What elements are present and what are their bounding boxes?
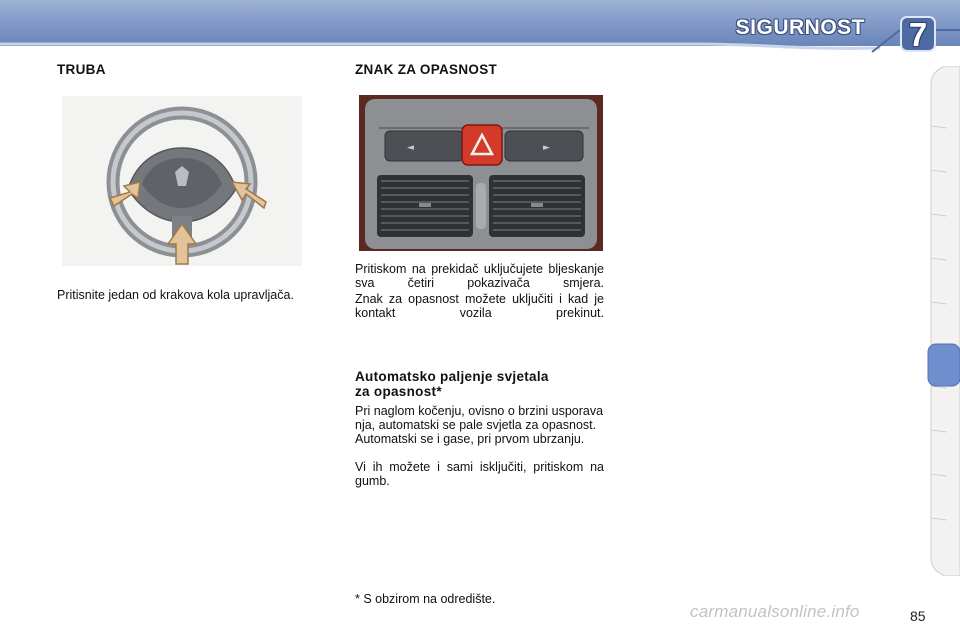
auto-hazard-paragraph-2: Vi ih možete i sami isključiti, pritiskom na gumb. [355,460,604,488]
section-title-hazard: ZNAK ZA OPASNOST [355,62,498,77]
subtitle-line-1: Automatsko paljenje svjetala [355,369,549,384]
section-subtitle-auto-hazard [355,369,615,399]
steering-wheel-illustration [62,96,302,266]
side-tab-active[interactable] [928,344,960,386]
svg-text:►: ► [543,143,550,153]
horn-instruction: Pritisnite jedan od krakova kola upravljača. [57,288,294,302]
auto-hazard-paragraph-1: Pri naglom kočenju, ovisno o brzini usporavanja, automatski se pale svjetla za opasnost. Automatski se i gase, pri prvom ubrzanju. [355,404,604,446]
hazard-paragraph-1: Pritiskom na prekidač uključujete bljeskanje sva četiri pokazivača smjera. [355,262,604,290]
chapter-number: 7 [908,16,928,53]
svg-text:◄: ◄ [407,143,414,153]
hazard-switch-illustration [359,95,603,251]
watermark: carmanualsonline.info [690,602,860,621]
section-title-horn: TRUBA [57,62,106,77]
footnote: * S obzirom na odredište. [355,592,496,606]
hazard-paragraph-2: Znak za opasnost možete uključiti i kad je kontakt vozila prekinut. [355,292,604,320]
chapter-title: SIGURNOST [735,16,865,39]
page-number: 85 [910,608,926,624]
side-tab-strip [927,66,960,576]
subtitle-line-2: za opasnost* [355,384,442,399]
